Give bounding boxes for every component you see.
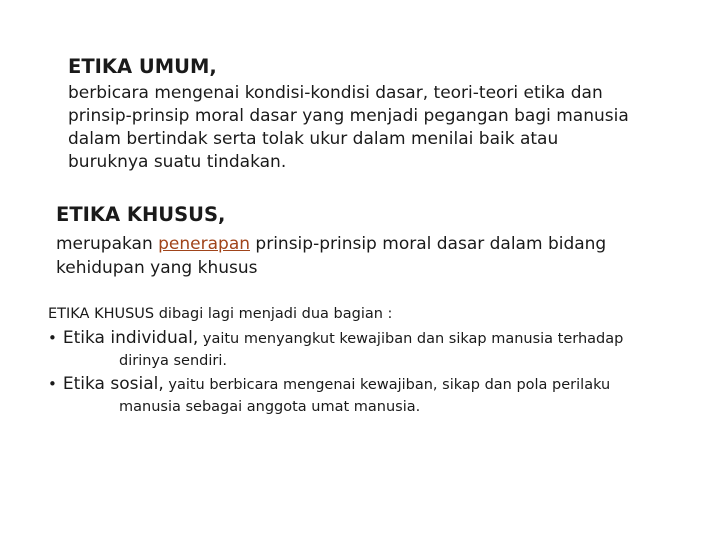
bullet-term: Etika individual, xyxy=(62,328,199,348)
text-line xyxy=(56,232,606,256)
etika-khusus-description xyxy=(56,232,606,280)
bullet-term: Etika sosial, xyxy=(62,374,164,394)
bullet-description: yaitu berbicara mengenai kewajiban, sikap dan pola perilaku xyxy=(163,377,611,393)
etika-khusus-heading: ETIKA KHUSUS, xyxy=(56,203,226,226)
etika-umum-description xyxy=(68,82,629,174)
bullet-continuation: manusia sebagai anggota umat manusia. xyxy=(119,399,421,415)
bullet-marker: • xyxy=(48,375,57,393)
text-line: kehidupan yang khusus xyxy=(56,258,258,278)
bullet-etika-sosial xyxy=(48,372,610,417)
etika-umum-heading: ETIKA UMUM, xyxy=(68,55,217,78)
bullet-continuation: dirinya sendiri. xyxy=(119,353,227,369)
bullet-line xyxy=(48,326,623,351)
division-intro: ETIKA KHUSUS dibagi lagi menjadi dua bagian : xyxy=(48,306,393,322)
text-line: dalam bertindak serta tolak ukur dalam menilai baik atau xyxy=(68,129,559,149)
text-segment: prinsip-prinsip moral dasar dalam bidang xyxy=(250,234,607,254)
penerapan-link[interactable]: penerapan xyxy=(158,234,251,254)
text-line: buruknya suatu tindakan. xyxy=(68,152,287,172)
text-line: prinsip-prinsip moral dasar yang menjadi pegangan bagi manusia xyxy=(68,106,629,126)
text-segment: merupakan xyxy=(56,234,159,254)
bullet-line xyxy=(48,372,610,397)
bullet-description: yaitu menyangkut kewajiban dan sikap manusia terhadap xyxy=(198,331,624,347)
bullet-etika-individual xyxy=(48,326,623,371)
text-line: berbicara mengenai kondisi-kondisi dasar, teori-teori etika dan xyxy=(68,83,603,103)
bullet-marker: • xyxy=(48,329,57,347)
